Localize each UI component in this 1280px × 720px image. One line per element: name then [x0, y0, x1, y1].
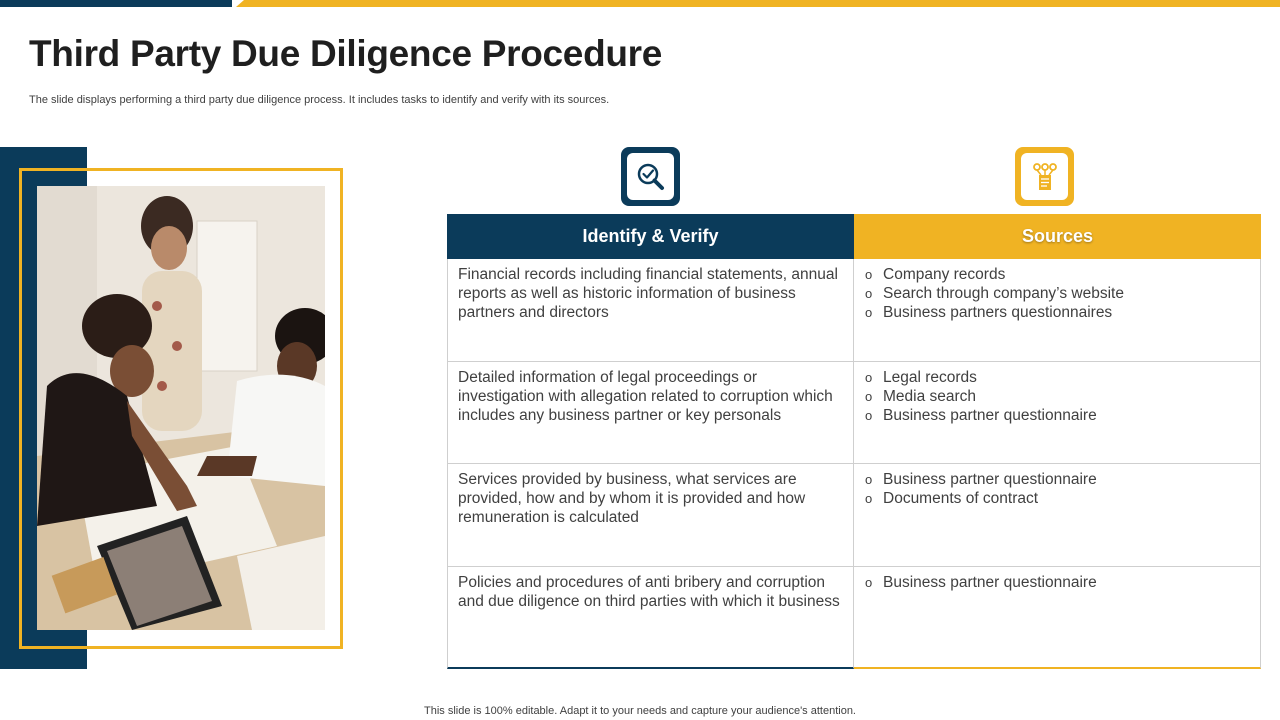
bullet-marker: o [865, 472, 873, 487]
list-item [864, 265, 1250, 284]
top-accent-bar-navy [0, 0, 232, 7]
identify-verify-icon-box [621, 147, 680, 206]
list-item [864, 303, 1250, 322]
source-text: Business partner questionnaire [883, 471, 1097, 488]
header-sources: Sources [854, 214, 1261, 259]
identify-cell: Policies and procedures of anti bribery and corruption and due diligence on third parties with which it business [447, 567, 854, 669]
list-item [864, 368, 1250, 387]
slide-footer-note: This slide is 100% editable. Adapt it to your needs and capture your audience's attention. [424, 705, 856, 717]
source-text: Media search [883, 388, 977, 405]
identify-cell: Detailed information of legal proceedings or investigation with allegation related to corruption which includes any business partner or key personals [447, 362, 854, 464]
due-diligence-table [447, 214, 1261, 669]
list-item [864, 470, 1250, 489]
bullet-marker: o [865, 389, 873, 404]
source-text: Business partner questionnaire [883, 407, 1097, 424]
bullet-marker: o [865, 305, 873, 320]
top-accent-bar-gold [236, 0, 1280, 7]
list-item [864, 387, 1250, 406]
sources-cell [854, 567, 1261, 669]
list-item [864, 573, 1250, 592]
table-row [447, 362, 1261, 464]
source-text: Legal records [883, 369, 977, 386]
source-text: Business partners questionnaires [883, 304, 1113, 321]
table-row [447, 464, 1261, 567]
identify-cell: Financial records including financial statements, annual reports as well as historic information of business partners and directors [447, 259, 854, 362]
source-text: Documents of contract [883, 490, 1039, 507]
team-meeting-photo [37, 186, 325, 630]
list-item [864, 489, 1250, 508]
slide-title: Third Party Due Diligence Procedure [29, 33, 663, 74]
sources-icon-box [1015, 147, 1074, 206]
sources-cell [854, 259, 1261, 362]
magnifier-check-icon [627, 153, 674, 200]
document-network-icon [1021, 153, 1068, 200]
bullet-marker: o [865, 370, 873, 385]
source-text: Business partner questionnaire [883, 574, 1097, 591]
list-item [864, 406, 1250, 425]
sources-cell [854, 362, 1261, 464]
slide-subtitle: The slide displays performing a third party due diligence process. It includes tasks to identify and verify with its sources. [29, 94, 610, 106]
sources-cell [854, 464, 1261, 567]
bullet-marker: o [865, 575, 873, 590]
source-text: Search through company’s website [883, 285, 1124, 302]
list-item [864, 284, 1250, 303]
bullet-marker: o [865, 286, 873, 301]
identify-cell: Services provided by business, what services are provided, how and by whom it is provided and how remuneration is calculated [447, 464, 854, 567]
table-row [447, 567, 1261, 669]
table-row [447, 259, 1261, 362]
header-identify-verify: Identify & Verify [447, 214, 854, 259]
bullet-marker: o [865, 491, 873, 506]
bullet-marker: o [865, 267, 873, 282]
bullet-marker: o [865, 408, 873, 423]
source-text: Company records [883, 266, 1006, 283]
